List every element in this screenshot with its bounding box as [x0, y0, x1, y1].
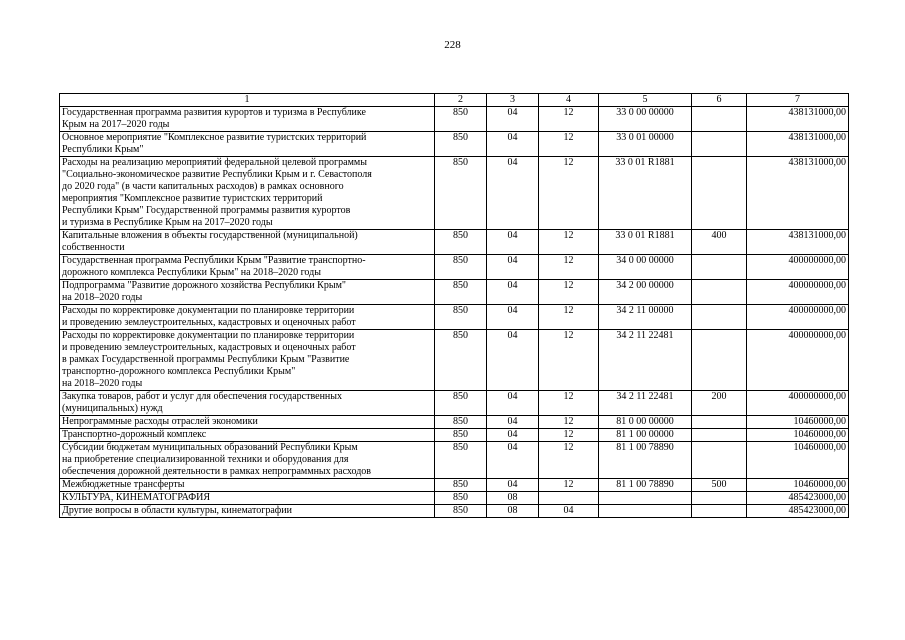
cell-expense-type [692, 107, 747, 132]
cell-item-name [60, 305, 435, 330]
cell-amount: 485423000,00 [747, 505, 849, 518]
table-row [60, 107, 849, 132]
column-header: 1 [60, 94, 435, 107]
cell-subsection: 12 [539, 132, 599, 157]
cell-subsection: 12 [539, 255, 599, 280]
item-name-line: собственности [62, 242, 125, 253]
item-name-line: Закупка товаров, работ и услуг для обеспечения государственных [62, 391, 343, 402]
table-body [60, 107, 849, 518]
item-name-line: Расходы на реализацию мероприятий федеральной целевой программы [62, 157, 367, 168]
cell-section: 04 [487, 255, 539, 280]
item-name-line: мероприятия "Комплексное развитие туристских территорий [62, 193, 323, 204]
cell-admin-code: 850 [435, 132, 487, 157]
cell-amount: 438131000,00 [747, 157, 849, 230]
cell-subsection: 12 [539, 479, 599, 492]
cell-target-article: 34 2 11 00000 [599, 305, 692, 330]
cell-subsection: 12 [539, 230, 599, 255]
table-row [60, 391, 849, 416]
cell-expense-type [692, 157, 747, 230]
cell-admin-code: 850 [435, 330, 487, 391]
cell-expense-type: 400 [692, 230, 747, 255]
cell-expense-type [692, 305, 747, 330]
cell-section: 08 [487, 492, 539, 505]
cell-admin-code: 850 [435, 107, 487, 132]
cell-subsection [539, 492, 599, 505]
cell-expense-type [692, 505, 747, 518]
cell-section: 04 [487, 429, 539, 442]
cell-admin-code: 850 [435, 479, 487, 492]
cell-admin-code: 850 [435, 416, 487, 429]
cell-target-article: 34 2 00 00000 [599, 280, 692, 305]
column-header: 5 [599, 94, 692, 107]
item-name-line: на приобретение специализированной техники и оборудования для [62, 454, 349, 465]
item-name-line: в рамках Государственной программы Республики Крым "Развитие [62, 354, 350, 365]
cell-section: 04 [487, 479, 539, 492]
cell-section: 04 [487, 305, 539, 330]
cell-amount: 400000000,00 [747, 280, 849, 305]
cell-subsection: 12 [539, 429, 599, 442]
cell-amount: 400000000,00 [747, 305, 849, 330]
column-header: 7 [747, 94, 849, 107]
item-name-line: (муниципальных) нужд [62, 403, 163, 414]
item-name-line: Другие вопросы в области культуры, кинематографии [62, 505, 292, 516]
cell-amount: 438131000,00 [747, 132, 849, 157]
cell-item-name [60, 442, 435, 479]
cell-target-article: 34 0 00 00000 [599, 255, 692, 280]
cell-amount: 10460000,00 [747, 429, 849, 442]
cell-item-name [60, 416, 435, 429]
cell-subsection: 12 [539, 442, 599, 479]
item-name-line: Расходы по корректировке документации по планировке территории [62, 305, 355, 316]
cell-item-name [60, 280, 435, 305]
cell-section: 04 [487, 442, 539, 479]
cell-item-name [60, 230, 435, 255]
cell-amount: 400000000,00 [747, 255, 849, 280]
item-name-line: Крым на 2017–2020 годы [62, 119, 170, 130]
item-name-line: Основное мероприятие "Комплексное развитие туристских территорий [62, 132, 367, 143]
item-name-line: на 2018–2020 годы [62, 292, 143, 303]
item-name-line: до 2020 года" (в части капитальных расходов) в рамках основного [62, 181, 344, 192]
cell-target-article: 34 2 11 22481 [599, 391, 692, 416]
table-row [60, 230, 849, 255]
cell-section: 04 [487, 330, 539, 391]
cell-target-article: 33 0 01 R1881 [599, 157, 692, 230]
cell-amount: 438131000,00 [747, 230, 849, 255]
cell-admin-code: 850 [435, 391, 487, 416]
item-name-line: на 2018–2020 годы [62, 378, 143, 389]
item-name-line: и проведению землеустроительных, кадастровых и оценочных работ [62, 317, 356, 328]
cell-expense-type [692, 255, 747, 280]
table-row [60, 157, 849, 230]
table-row [60, 255, 849, 280]
item-name-line: "Социально-экономическое развитие Республики Крым и г. Севастополя [62, 169, 372, 180]
item-name-line: Государственная программа Республики Крым "Развитие транспортно- [62, 255, 366, 266]
item-name-line: Республики Крым" Государственной программы развития курортов [62, 205, 351, 216]
cell-amount: 400000000,00 [747, 330, 849, 391]
cell-section: 04 [487, 280, 539, 305]
cell-admin-code: 850 [435, 157, 487, 230]
column-header: 6 [692, 94, 747, 107]
table-row [60, 479, 849, 492]
cell-item-name [60, 391, 435, 416]
cell-expense-type: 200 [692, 391, 747, 416]
cell-item-name [60, 107, 435, 132]
cell-section: 08 [487, 505, 539, 518]
item-name-line: Республики Крым" [62, 144, 144, 155]
column-header: 2 [435, 94, 487, 107]
cell-target-article [599, 505, 692, 518]
item-name-line: и туризма в Республике Крым на 2017–2020 годы [62, 217, 273, 228]
cell-admin-code: 850 [435, 442, 487, 479]
cell-admin-code: 850 [435, 505, 487, 518]
cell-item-name [60, 479, 435, 492]
table-row [60, 280, 849, 305]
cell-target-article: 81 1 00 78890 [599, 479, 692, 492]
cell-target-article: 33 0 00 00000 [599, 107, 692, 132]
item-name-line: Расходы по корректировке документации по планировке территории [62, 330, 355, 341]
item-name-line: дорожного комплекса Республики Крым" на 2018–2020 годы [62, 267, 321, 278]
item-name-line: обеспечения дорожной деятельности в рамках непрограммных расходов [62, 466, 372, 477]
cell-item-name [60, 505, 435, 518]
item-name-line: Непрограммные расходы отраслей экономики [62, 416, 258, 427]
cell-subsection: 12 [539, 157, 599, 230]
cell-amount: 10460000,00 [747, 442, 849, 479]
cell-target-article: 81 1 00 78890 [599, 442, 692, 479]
page-number: 228 [444, 39, 461, 51]
item-name-line: Субсидии бюджетам муниципальных образований Республики Крым [62, 442, 358, 453]
cell-subsection: 12 [539, 330, 599, 391]
cell-target-article: 81 0 00 00000 [599, 416, 692, 429]
item-name-line: КУЛЬТУРА, КИНЕМАТОГРАФИЯ [62, 492, 210, 503]
table-row [60, 132, 849, 157]
table-row [60, 416, 849, 429]
cell-target-article: 34 2 11 22481 [599, 330, 692, 391]
cell-amount: 10460000,00 [747, 416, 849, 429]
cell-subsection: 12 [539, 391, 599, 416]
cell-admin-code: 850 [435, 492, 487, 505]
item-name-line: Подпрограмма "Развитие дорожного хозяйства Республики Крым" [62, 280, 346, 291]
item-name-line: транспортно-дорожного комплекса Республики Крым" [62, 366, 296, 377]
cell-subsection: 12 [539, 416, 599, 429]
column-header: 3 [487, 94, 539, 107]
cell-target-article [599, 492, 692, 505]
cell-expense-type [692, 330, 747, 391]
cell-subsection: 12 [539, 280, 599, 305]
item-name-line: и проведению землеустроительных, кадастровых и оценочных работ [62, 342, 356, 353]
cell-subsection: 12 [539, 305, 599, 330]
table-row [60, 492, 849, 505]
item-name-line: Капитальные вложения в объекты государственной (муниципальной) [62, 230, 358, 241]
budget-table [59, 93, 849, 518]
cell-target-article: 33 0 01 R1881 [599, 230, 692, 255]
table-row [60, 330, 849, 391]
cell-subsection: 04 [539, 505, 599, 518]
cell-section: 04 [487, 230, 539, 255]
cell-admin-code: 850 [435, 255, 487, 280]
cell-expense-type [692, 429, 747, 442]
table-row [60, 505, 849, 518]
cell-item-name [60, 330, 435, 391]
cell-amount: 10460000,00 [747, 479, 849, 492]
cell-item-name [60, 132, 435, 157]
cell-expense-type: 500 [692, 479, 747, 492]
cell-amount: 400000000,00 [747, 391, 849, 416]
cell-item-name [60, 429, 435, 442]
cell-amount: 438131000,00 [747, 107, 849, 132]
cell-target-article: 81 1 00 00000 [599, 429, 692, 442]
cell-expense-type [692, 492, 747, 505]
cell-admin-code: 850 [435, 305, 487, 330]
cell-expense-type [692, 280, 747, 305]
cell-admin-code: 850 [435, 230, 487, 255]
table-row [60, 305, 849, 330]
cell-expense-type [692, 132, 747, 157]
cell-expense-type [692, 416, 747, 429]
table-row [60, 442, 849, 479]
header-row [60, 94, 849, 107]
table-row [60, 429, 849, 442]
cell-target-article: 33 0 01 00000 [599, 132, 692, 157]
cell-admin-code: 850 [435, 429, 487, 442]
cell-item-name [60, 255, 435, 280]
cell-subsection: 12 [539, 107, 599, 132]
cell-section: 04 [487, 107, 539, 132]
cell-admin-code: 850 [435, 280, 487, 305]
cell-section: 04 [487, 416, 539, 429]
item-name-line: Межбюджетные трансферты [62, 479, 185, 490]
item-name-line: Транспортно-дорожный комплекс [62, 429, 207, 440]
cell-section: 04 [487, 157, 539, 230]
cell-amount: 485423000,00 [747, 492, 849, 505]
cell-section: 04 [487, 391, 539, 416]
cell-item-name [60, 157, 435, 230]
cell-section: 04 [487, 132, 539, 157]
cell-expense-type [692, 442, 747, 479]
item-name-line: Государственная программа развития курортов и туризма в Республике [62, 107, 366, 118]
cell-item-name [60, 492, 435, 505]
column-header: 4 [539, 94, 599, 107]
